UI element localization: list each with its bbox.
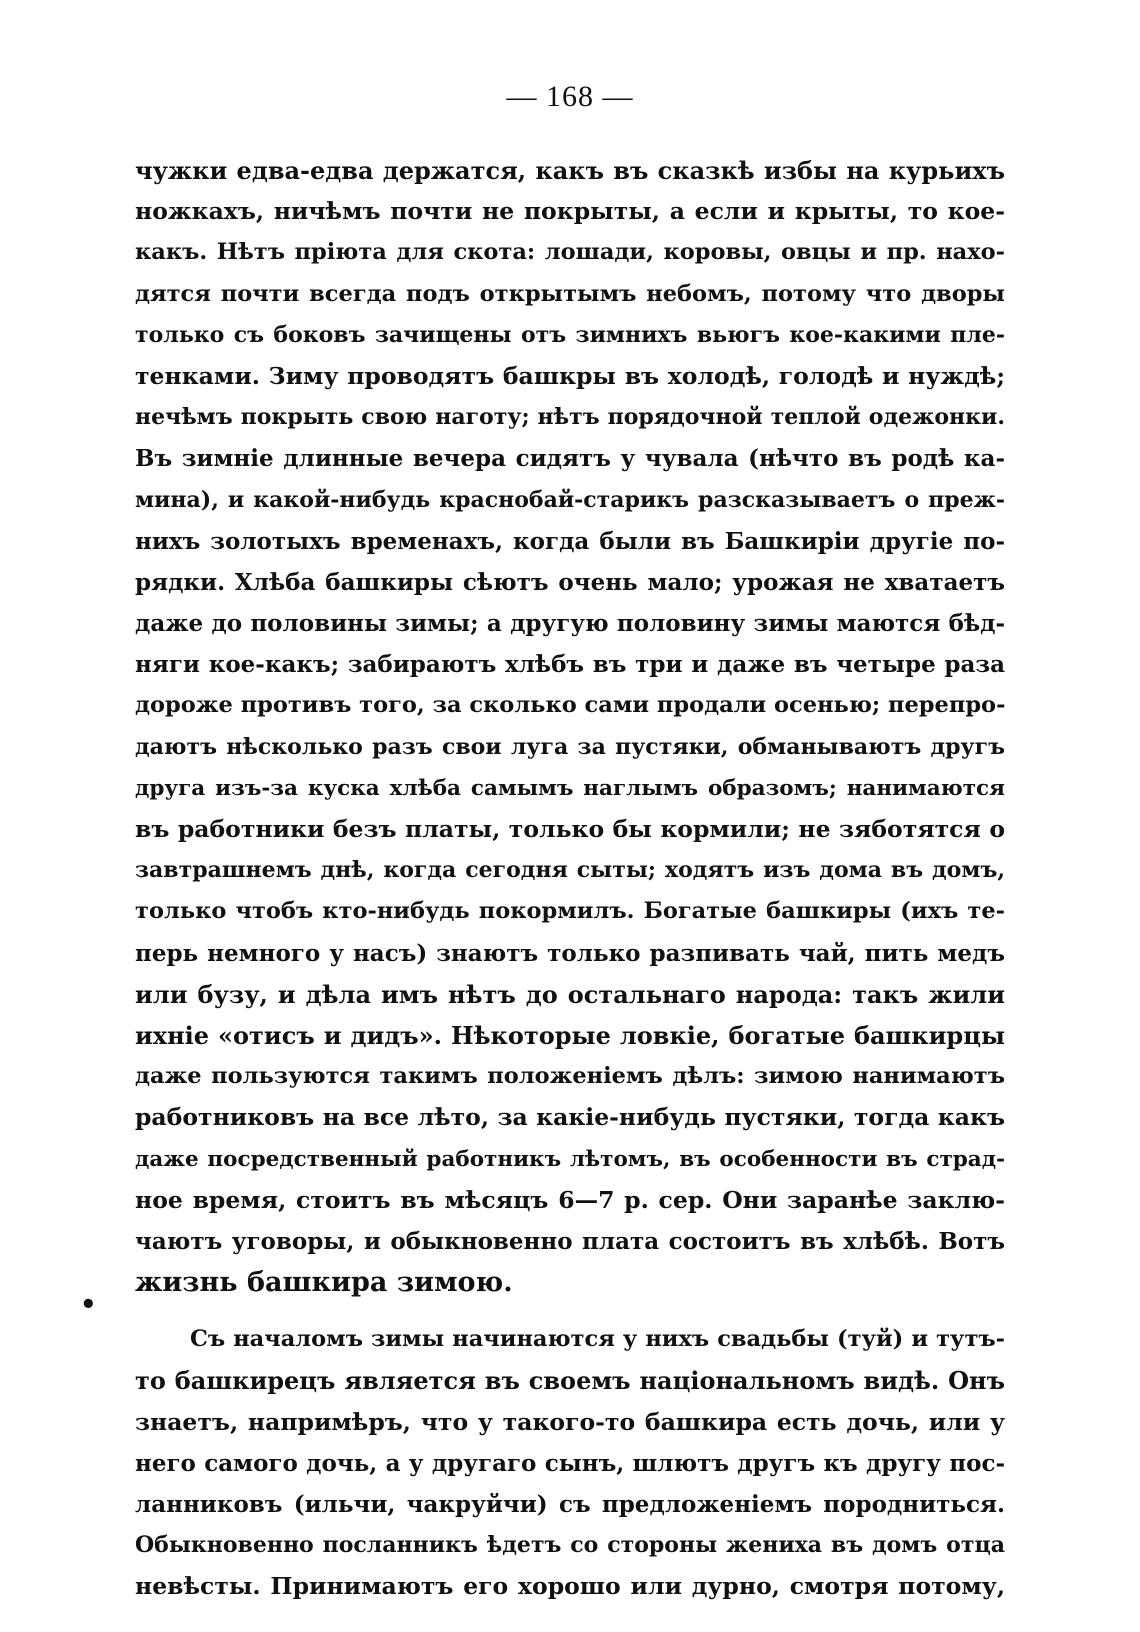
text-line: то башкирецъ является въ своемъ національномъ видѣ. Онъ: [135, 1366, 1005, 1396]
paragraph-1: [135, 150, 1005, 1303]
text-line: даютъ нѣсколько разъ свои луга за пустяки, обманываютъ другъ: [135, 733, 1005, 760]
text-line: ножкахъ, ничѣмъ почти не покрыты, а если и крыты, то кое-: [135, 197, 1005, 226]
text-line: ихніе «отисъ и дидъ». Нѣкоторые ловкіе, богатые башкирцы: [135, 1020, 1005, 1050]
text-line: Въ зимніе длинные вечера сидятъ у чувала (нѣчто въ родѣ ка-: [135, 445, 1005, 473]
text-line: какъ. Нѣтъ пріюта для скота: лошади, коровы, овцы и пр. нахо-: [135, 239, 1005, 266]
text-line: только чтобъ кто-нибудь покормилъ. Богатые башкиры (ихъ те-: [135, 898, 1005, 925]
text-line: дятся почти всегда подъ открытымъ небомъ, потому что дворы: [135, 280, 1005, 307]
text-line: друга изъ-за куска хлѣба самымъ наглымъ образомъ; нанимаются: [135, 775, 1005, 801]
text-line: чаютъ уговоры, и обыкновенно плата состоитъ въ хлѣбѣ. Вотъ: [135, 1227, 1005, 1255]
text-line: работниковъ на все лѣто, за какіе-нибудь пустяки, тогда какъ: [135, 1103, 1005, 1132]
text-line: въ работники безъ платы, только бы кормили; не зяботятся о: [135, 815, 1005, 843]
text-line: тенками. Зиму проводятъ башкры въ холодѣ, голодѣ и нуждѣ;: [135, 361, 1005, 390]
text-line: мина), и какой-нибудь краснобай-старикъ разсказываетъ о преж-: [135, 486, 1005, 513]
text-line: только съ боковъ зачищены отъ зимнихъ вьюгъ кое-какими пле-: [135, 321, 1005, 348]
text-line: нихъ золотыхъ временахъ, когда были въ Башкиріи другіе по-: [135, 527, 1005, 555]
text-line: дороже противъ того, за сколько сами продали осенью; перепро-: [135, 692, 1006, 719]
text-line: нечѣмъ покрыть свою наготу; нѣтъ порядочной теплой одежонки.: [135, 404, 1005, 431]
paragraph-gap: [135, 1303, 1005, 1319]
text-line: ланниковъ (ильчи, чакруйчи) съ предложеніемъ породниться.: [135, 1491, 1005, 1518]
text-line: Съ началомъ зимы начинаются у нихъ свадьбы (туй) и тутъ-: [190, 1326, 1005, 1353]
text-line: рядки. Хлѣба башкиры сѣютъ очень мало; урожая не хватаетъ: [135, 568, 1005, 596]
margin-dot-mark: •: [80, 1290, 97, 1320]
text-line: невѣсты. Принимаютъ его хорошо или дурно, смотря потому,: [135, 1572, 1005, 1601]
text-line: Обыкновенно посланникъ ѣдетъ со стороны жениха въ домъ отца: [135, 1532, 1005, 1559]
text-line: даже посредственный работникъ лѣтомъ, въ особенности въ страд-: [135, 1146, 1005, 1172]
text-line: няги кое-какъ; забираютъ хлѣбъ въ три и даже въ четыре раза: [135, 651, 1005, 679]
text-line: завтрашнемъ днѣ, когда сегодня сыты; ходятъ изъ дома въ домъ,: [135, 857, 1005, 884]
text-line: даже пользуются такимъ положеніемъ дѣлъ: зимою нанимаютъ: [135, 1063, 1005, 1090]
page-number: — 168 —: [506, 80, 634, 113]
text-line: перь немного у насъ) знаютъ только разпивать чай, пить медъ: [135, 939, 1005, 967]
text-line: или бузу, и дѣла имъ нѣтъ до остальнаго народа: такъ жили: [135, 979, 1005, 1009]
paragraph-2: [135, 1319, 1005, 1607]
text-block: [135, 150, 1005, 1608]
text-line: ное время, стоитъ въ мѣсяцъ 6—7 р. сер. Они заранѣе заклю-: [135, 1185, 1005, 1214]
text-line: него самого дочь, а у другаго сынъ, шлютъ другъ къ другу пос-: [135, 1449, 1005, 1477]
text-line: знаетъ, напримѣръ, что у такого-то башкира есть дочь, или у: [135, 1407, 1005, 1436]
text-line: даже до половины зимы; а другую половину зимы маются бѣд-: [135, 610, 1005, 638]
text-line: жизнь башкира зимою.: [135, 1267, 513, 1299]
text-line: чужки едва-едва держатся, какъ въ сказкѣ избы на курьихъ: [135, 156, 1005, 185]
